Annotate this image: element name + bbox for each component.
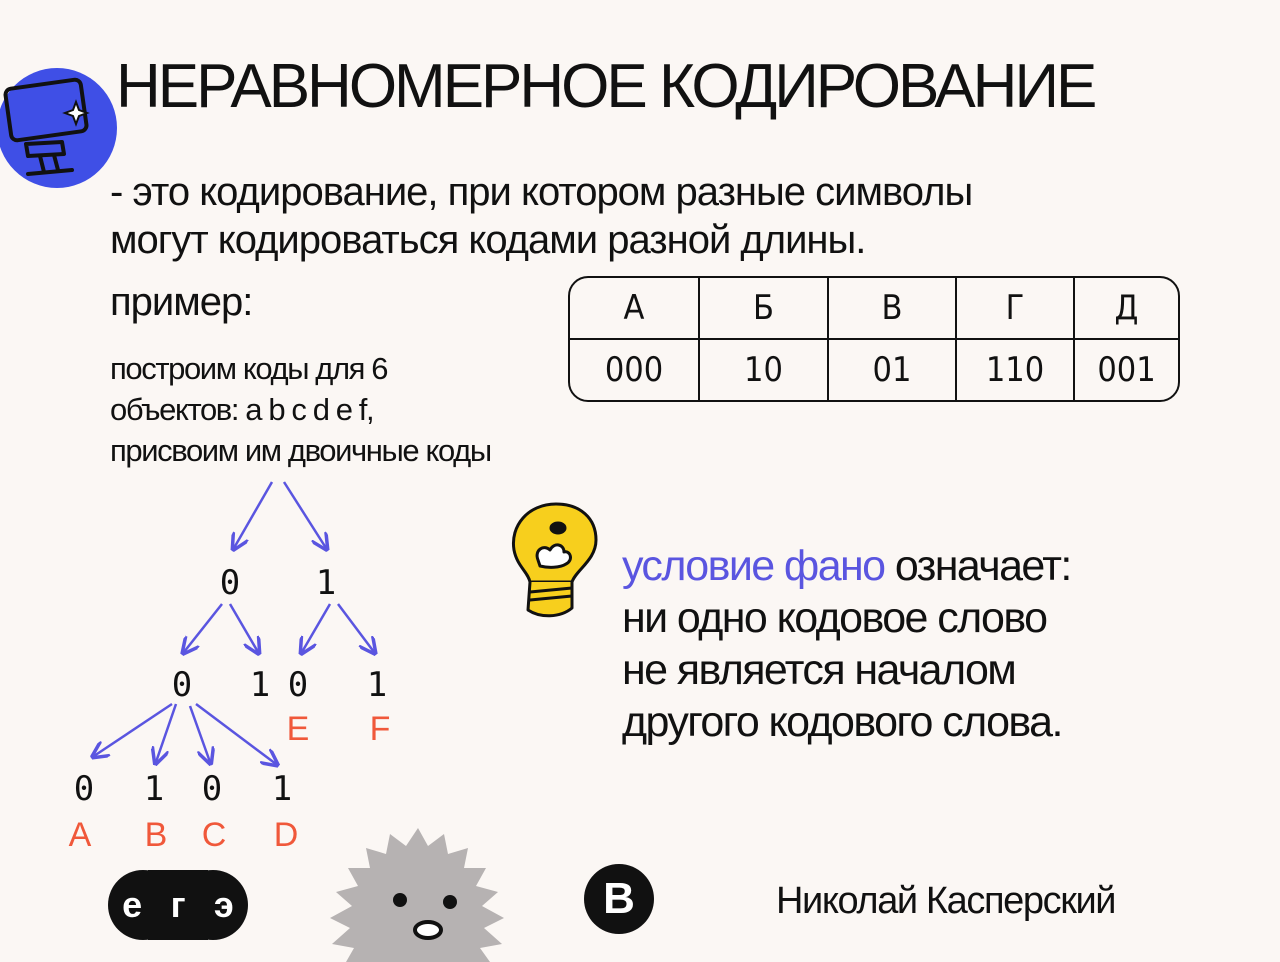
table-cell: Д: [1075, 278, 1178, 340]
tree-leaf-letter: D: [273, 816, 299, 854]
page-title: НЕРАВНОМЕРНОЕ КОДИРОВАНИЕ: [116, 52, 1095, 121]
tree-node-label: 0: [219, 563, 241, 603]
fano-line: другого кодового слова.: [622, 698, 1062, 746]
fano-highlight: условие фано: [622, 542, 885, 590]
fano-condition-text: [622, 540, 1071, 748]
table-cell: 001: [1097, 350, 1156, 391]
fano-line: [622, 540, 1071, 592]
definition-line: могут кодироваться кодами разной длины.: [110, 218, 866, 262]
tree-leaf-letter: B: [144, 816, 168, 854]
explanation-line: присвоим им двоичные коды: [110, 433, 491, 468]
table-cell: А: [570, 278, 700, 340]
v-badge: В: [584, 864, 654, 934]
tree-leaf-letter: E: [286, 710, 310, 748]
table-cell: 000: [570, 340, 700, 400]
tree-node-label: 1: [249, 665, 271, 705]
code-table: [568, 276, 1180, 402]
tree-arrow: [234, 482, 272, 548]
fano-line-rest: означает:: [884, 542, 1071, 590]
computer-monitor-icon: [0, 62, 118, 194]
lightbulb-icon: [500, 498, 610, 624]
logo-letter: г: [170, 884, 186, 925]
example-label: пример:: [110, 280, 253, 324]
explanation-line: построим коды для 6: [110, 351, 388, 386]
logo-letter: э: [213, 884, 234, 925]
explanation-text: [110, 348, 491, 471]
tree-leaf-letter: F: [369, 710, 391, 748]
table-cell: Г: [957, 278, 1075, 340]
table-cell: 110: [957, 340, 1075, 400]
author-name: Николай Касперский: [776, 880, 1116, 922]
tree-node-label: 1: [315, 563, 337, 603]
table-row-letters: [570, 278, 1178, 340]
binary-tree-diagram: [40, 470, 420, 860]
fano-line: ни одно кодовое слово: [622, 594, 1047, 642]
tree-node-label: 0: [73, 769, 95, 809]
tree-leaf-letter: A: [68, 816, 92, 854]
fano-line: не является началом: [622, 646, 1016, 694]
table-row-codes: [570, 340, 1178, 400]
tree-node-label: 0: [201, 769, 223, 809]
tree-arrow: [184, 604, 222, 652]
ege-logo: [108, 870, 248, 940]
tree-arrow: [302, 604, 330, 652]
tree-node-label: 0: [171, 665, 193, 705]
definition-line: - это кодирование, при котором разные символы: [110, 170, 973, 214]
tree-node-label: 1: [271, 769, 293, 809]
explanation-line: объектов: a b c d e f,: [110, 392, 374, 427]
tree-leaf-letter: C: [201, 816, 227, 854]
tree-node-label: 1: [366, 665, 388, 705]
table-cell: В: [829, 278, 957, 340]
tree-arrows: [94, 482, 374, 764]
fluffy-mascot-icon: [314, 826, 522, 962]
logo-letter: е: [122, 884, 143, 925]
table-cell: 10: [700, 340, 829, 400]
tree-arrow: [284, 482, 326, 548]
table-cell: 01: [829, 340, 957, 400]
table-cell: Б: [700, 278, 829, 340]
definition-text: [110, 168, 972, 264]
tree-arrow: [338, 604, 374, 652]
tree-arrow: [190, 706, 210, 762]
tree-node-label: 0: [287, 665, 309, 705]
tree-arrow: [230, 604, 258, 652]
tree-node-label: 1: [143, 769, 165, 809]
